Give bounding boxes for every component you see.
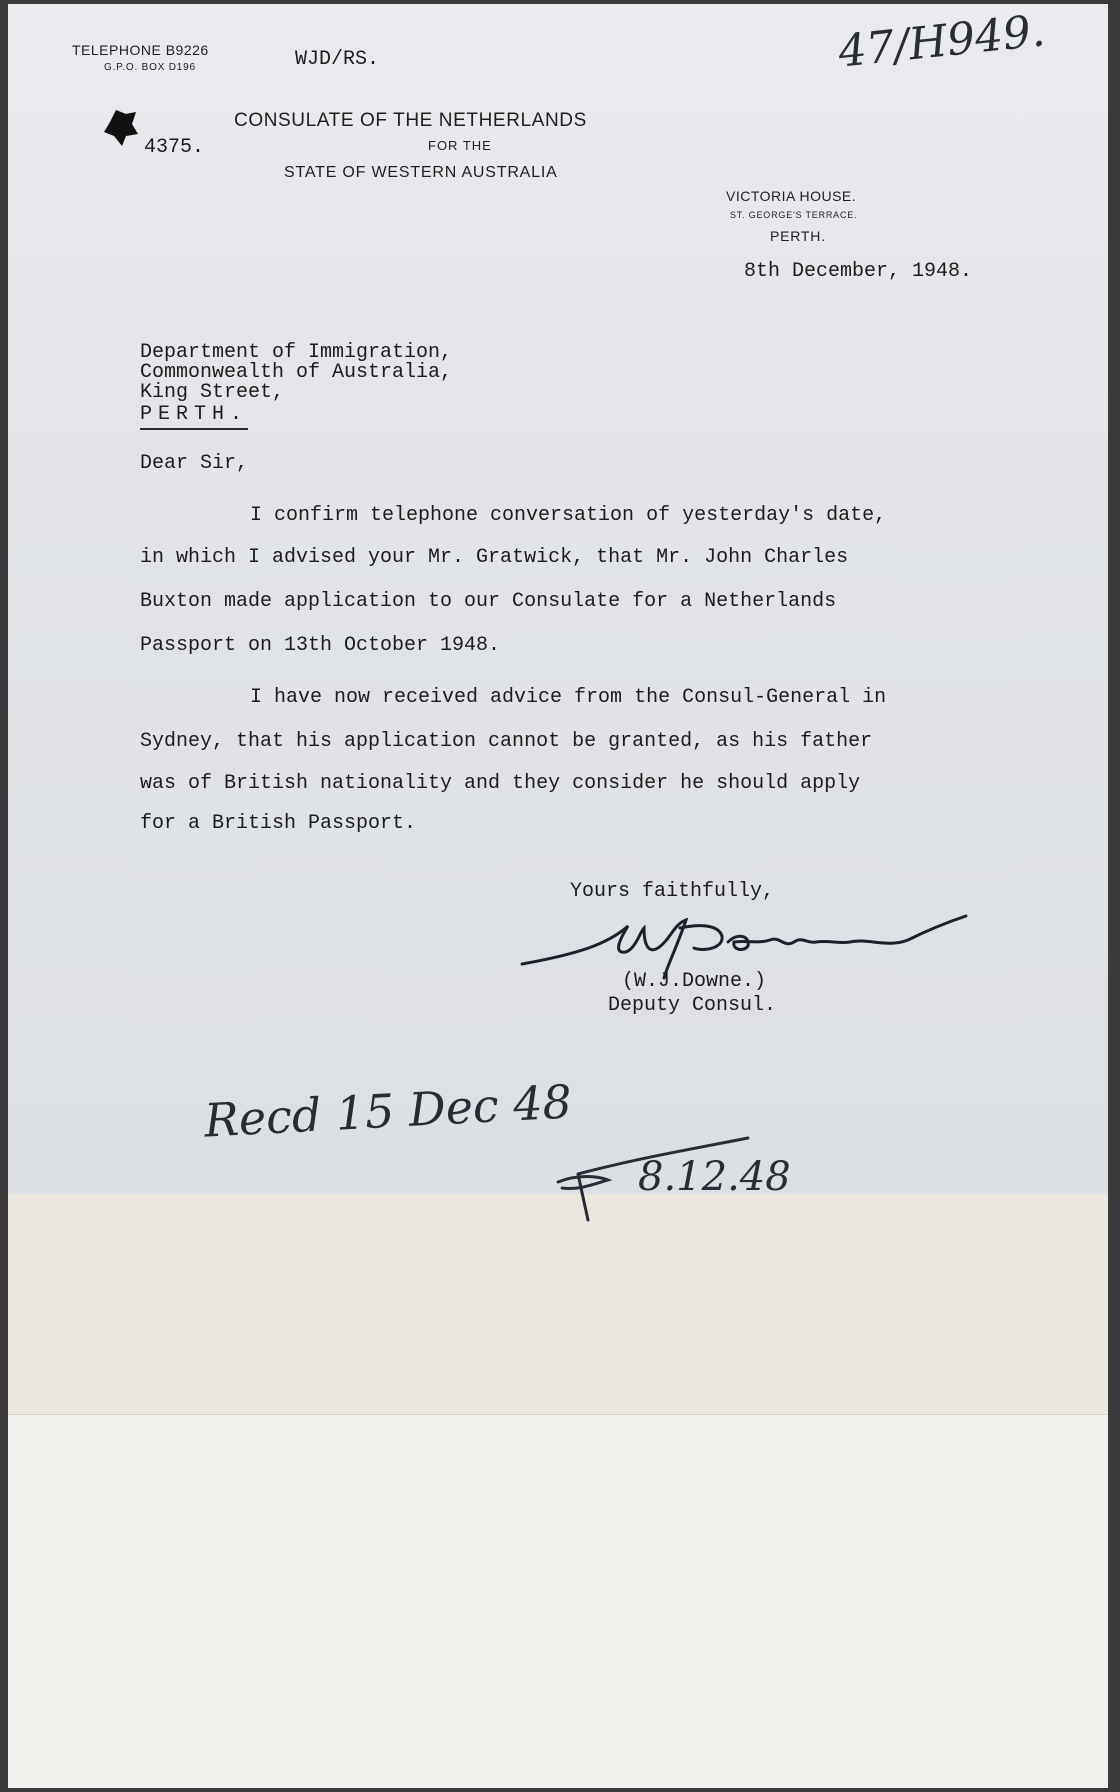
date-annotation: 8.12.48 (638, 1154, 791, 1200)
signatory-name: (W.J.Downe.) (622, 970, 767, 993)
letterhead-for: FOR THE (428, 138, 492, 153)
body-line: Buxton made application to our Consulate for a Netherlands (140, 590, 837, 613)
body-line: was of British nationality and they consider he should apply (140, 772, 861, 795)
body-line: I have now received advice from the Consul-General in (250, 686, 887, 709)
body-line: Passport on 13th October 1948. (140, 634, 501, 657)
body-line: in which I advised your Mr. Gratwick, that Mr. John Charles (140, 546, 849, 569)
address-building: VICTORIA HOUSE. (726, 188, 857, 204)
letterhead-title: CONSULATE OF THE NETHERLANDS (234, 110, 587, 131)
letter-sheet (8, 4, 1108, 1788)
letterhead-state: STATE OF WESTERN AUSTRALIA (284, 164, 558, 181)
backing-page (8, 1414, 1108, 1788)
recipient-line: Department of Immigration, (140, 341, 453, 364)
salutation: Dear Sir, (140, 452, 249, 475)
telephone-number: TELEPHONE B9226 (72, 42, 209, 58)
address-street: ST. GEORGE'S TERRACE. (730, 210, 858, 220)
reference-code: WJD/RS. (295, 48, 380, 71)
letter-number: 4375. (144, 136, 205, 159)
body-line: I confirm telephone conversation of yesterday's date, (250, 504, 887, 527)
recipient-city: PERTH. (140, 404, 248, 430)
paper-strip (8, 1194, 1108, 1414)
body-line: Sydney, that his application cannot be granted, as his father (140, 730, 873, 753)
letter-date: 8th December, 1948. (744, 260, 973, 283)
body-line: for a British Passport. (140, 812, 417, 835)
gpo-box: G.P.O. BOX D196 (104, 62, 196, 73)
valediction: Yours faithfully, (570, 880, 775, 903)
ink-blot (102, 108, 140, 148)
signatory-title: Deputy Consul. (608, 994, 777, 1017)
recipient-line: Commonwealth of Australia, (140, 361, 453, 384)
address-city: PERTH. (770, 228, 826, 244)
recipient-line: King Street, (140, 381, 285, 404)
received-annotation: Recd 15 Dec 48 (202, 1074, 574, 1148)
file-number: 47/H949. (835, 5, 1048, 78)
